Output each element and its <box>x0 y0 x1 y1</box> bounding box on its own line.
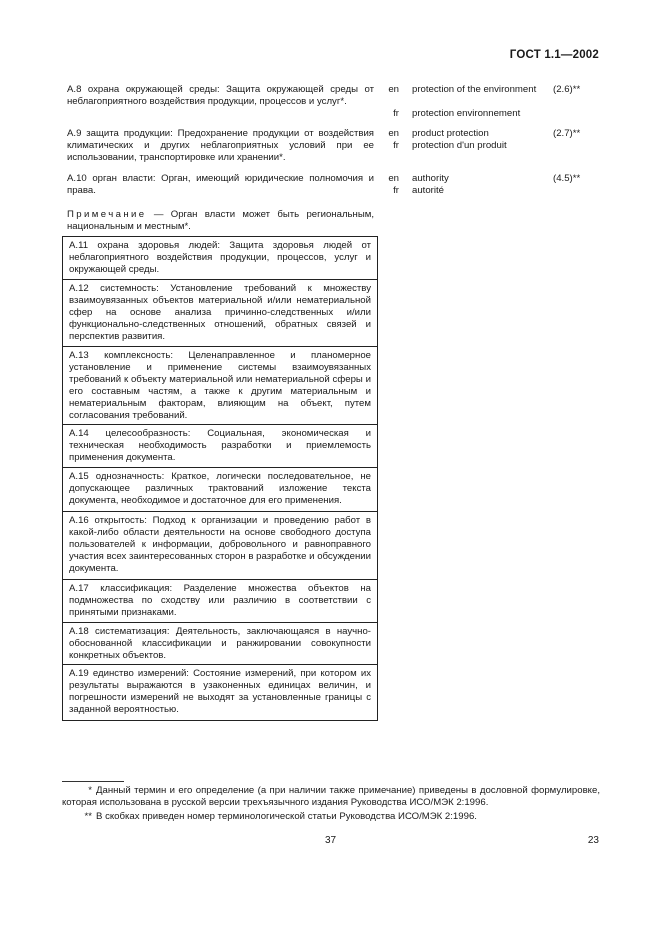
footnote-text: В скобках приведен номер терминологической статьи Руководства ИСО/МЭК 2:1996. <box>96 811 477 822</box>
footnote-divider <box>62 781 124 782</box>
english-equivalent: authority <box>412 173 449 184</box>
boxed-terms-frame <box>62 236 378 721</box>
footnote <box>62 785 600 809</box>
footnote-mark: * <box>88 785 92 796</box>
note-label: Примечание <box>67 209 147 220</box>
iso-reference: (4.5)** <box>553 173 581 184</box>
lang-code-en: en <box>388 173 399 184</box>
english-equivalent: protection of the environment <box>412 84 537 95</box>
iso-reference: (2.7)** <box>553 128 581 139</box>
page-number-inner: 37 <box>325 835 337 846</box>
lang-code-fr: fr <box>393 140 399 151</box>
note-text: — Орган власти может быть региональным, национальным и местным*. <box>67 209 374 232</box>
lang-code-en: en <box>388 128 399 139</box>
footnote <box>62 811 600 823</box>
page-number-outer: 23 <box>587 835 599 846</box>
lang-code-fr: fr <box>393 108 399 119</box>
french-equivalent: protection d'un produit <box>412 140 507 151</box>
term-definition: А.9 защита продукции: Предохранение продукции от воздействия климатических и других неблагоприятных условий при ее использовании, транспортировке или хранении*. <box>67 128 374 163</box>
boxed-term-entry: А.18 систематизация: Деятельность, заключающаяся в научно-обоснованной классификации и ранжировании совокупности конкретных объектов. <box>63 622 377 664</box>
document-code: ГОСТ 1.1—2002 <box>509 49 599 61</box>
note-paragraph <box>67 209 374 233</box>
english-equivalent: product protection <box>412 128 489 139</box>
french-equivalent: protection environnement <box>412 108 521 119</box>
iso-reference: (2.6)** <box>553 84 581 95</box>
term-definition: А.10 орган власти: Орган, имеющий юридические полномочия и права. <box>67 173 374 196</box>
footnote-mark: ** <box>84 811 92 822</box>
lang-code-fr: fr <box>393 185 399 196</box>
boxed-term-entry: А.11 охрана здоровья людей: Защита здоровья людей от неблагоприятного воздействия продукции, процессов, услуг и окружающей среды. <box>69 240 371 275</box>
boxed-term-entry: А.14 целесообразность: Социальная, экономическая и техническая необходимость разработки и приемлемость применения документа. <box>63 424 377 467</box>
term-definition: А.8 охрана окружающей среды: Защита окружающей среды от неблагоприятного воздействия продукции, процессов и услуг*. <box>67 84 374 107</box>
footnote-text: Данный термин и его определение (а при наличии также примечание) приведены в дословной формулировке, которая использована в русской версии трехъязычного издания Руководства ИСО/МЭК 2:1996. <box>62 785 600 808</box>
boxed-term-entry: А.19 единство измерений: Состояние измерений, при котором их результаты выражаются в узаконенных единицах величин, и погрешности измерений не выходят за установленные границы с заданной вероятностью. <box>63 664 377 720</box>
boxed-term-entry: А.17 классификация: Разделение множества объектов на подмножества по сходству или различию в соответствии с принятыми признаками. <box>63 579 377 622</box>
boxed-term-entry: А.15 однозначность: Краткое, логически последовательное, не допускающее различных трактований изложение текста документа, необходимое и достаточное для его применения. <box>63 467 377 511</box>
french-equivalent: autorité <box>412 185 444 196</box>
boxed-term-entry: А.12 системность: Установление требований к множеству взаимоувязанных объектов материальной и/или нематериальной сфер на основе анализа причинно-следственных и/или функционально-следственных отношений, обратных связей и перспектив развития. <box>63 279 377 346</box>
boxed-term-entry: А.13 комплексность: Целенаправленное и планомерное установление и применение системы взаимоувязанных требований к объекту материальной или нематериальной сферы и его составным частям, а также к другим материальным и нематериальным факторам, влияющим на объект, путем согласования требований. <box>63 346 377 424</box>
boxed-term-entry: А.16 открытость: Подход к организации и проведению работ в какой-либо области деятельности на основе свободного доступа пользователей к информации, добровольного и равноправного участия всех заинтересованных сторон в разработке и обсуждении документа. <box>63 511 377 579</box>
lang-code-en: en <box>388 84 399 95</box>
